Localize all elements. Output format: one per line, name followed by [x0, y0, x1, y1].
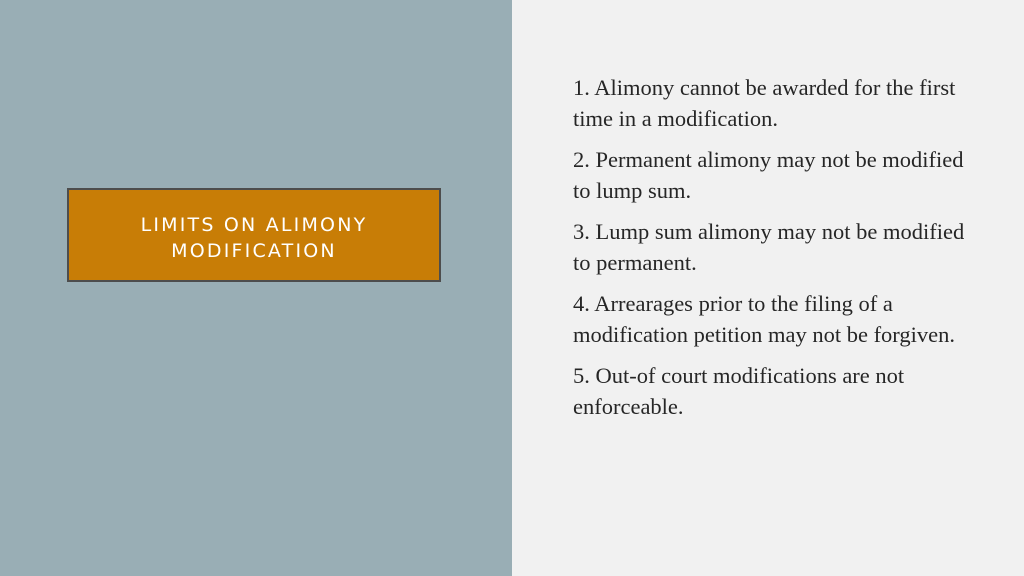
slide-title: LIMITS ON ALIMONY MODIFICATION — [140, 214, 368, 262]
list-item: 1. Alimony cannot be awarded for the first time in a modification. — [573, 75, 956, 131]
list-item: 3. Lump sum alimony may not be modified to permanent. — [573, 219, 965, 275]
list-item: 4. Arrearages prior to the filing of a modification petition may not be forgiven. — [573, 291, 956, 347]
list-item: 2. Permanent alimony may not be modified to lump sum. — [573, 147, 964, 203]
title-box — [67, 188, 441, 282]
list-item: 5. Out-of court modifications are not enforceable. — [573, 363, 905, 419]
limits-list — [573, 72, 973, 432]
right-panel — [512, 0, 1024, 576]
